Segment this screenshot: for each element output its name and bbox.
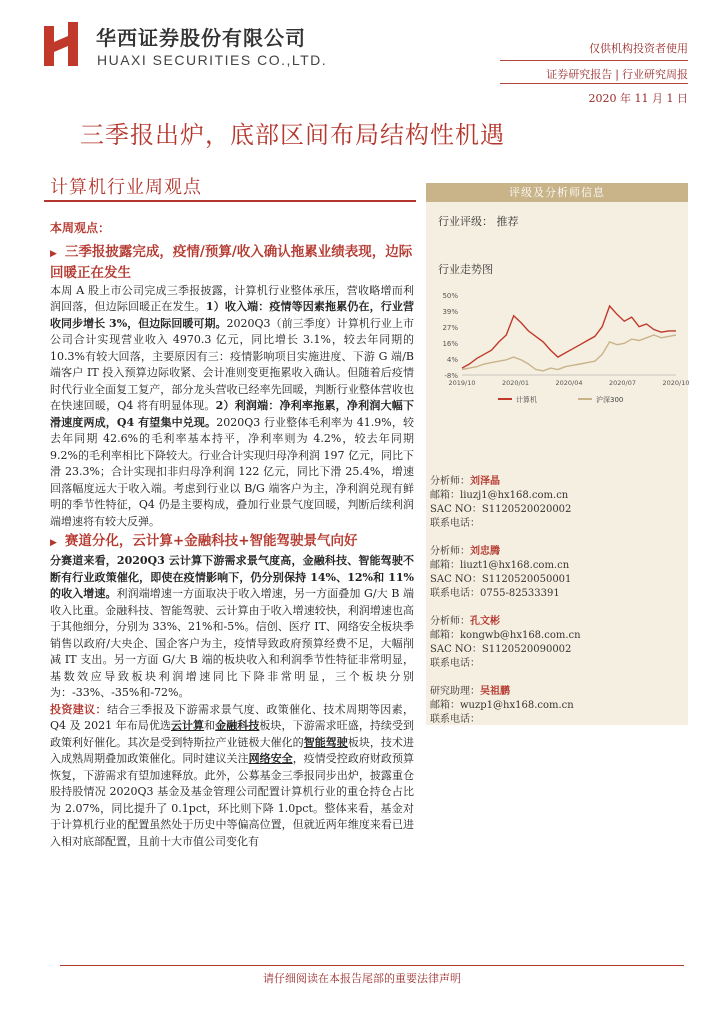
analyst-email[interactable]: 邮箱：liuzj1@hx168.com.cn	[430, 490, 569, 501]
analyst-card: 研究助理：吴祖鹏 邮箱：wuzp1@hx168.com.cn 联系电话：	[430, 685, 680, 727]
paragraph-1: 本周 A 股上市公司完成三季报披露，计算机行业整体承压，营收略增而利润回落，但边际回暖正在发生。1）收入端：疫情等因素拖累仍在，行业营收同步增长 3%，但边际回暖可期。2020Q3（前三季度）计算机行业上市公司合计实现营业收入 4970.3 亿元，同比增长 3.1%，较去年同期的 10.3%有较大回落，主要原因有三：疫情影响项目实施进度、下游 G 端/B 端客户 IT 投入预算边际收紧、会计准则变更拖累收入确认。但随着后疫情时代行业全面复工复产，部分龙头营收已经率先回暖，判断行业整体营收也在快速回暖，Q4 将有明显体现。2）利润端：净利率拖累，净利润大幅下滑速度两成，Q4 有望集中兑现。2020Q3 行业整体毛利率为 41.9%，较去年同期 42.6%的毛利率基本持平，净利率则为 4.2%，较去年同期 9.2%的毛利率相比下降较大。行业合计实现归母净利润 197 亿元，同比下滑 23.3%；合计实现扣非归母净利润 122 亿元，同比下滑 25.4%，增速回落幅度远大于收入端。考虑到行业以 B/G 端客户为主，净利润兑现有鲜明的季节性特征，Q4 仍是主要构成，叠加行业景气度回暖，判断后续利润端增速将有较大反弹。	[50, 283, 415, 528]
bullet-heading-2: ▶ 赛道分化，云计算+金融科技+智能驾驶景气向好	[50, 533, 358, 549]
footer-divider	[60, 965, 684, 966]
analyst-email[interactable]: 邮箱：kongwb@hx168.com.cn	[430, 630, 581, 641]
x-tick-label: 2020/04	[555, 379, 583, 387]
bullet-marker-icon: ▶	[50, 538, 57, 548]
main-content	[50, 220, 414, 850]
paragraph-3: 投资建议：结合三季报及下游需求景气度、政策催化、技术周期等因素，Q4 及 2021 年布局优选云计算和金融科技板块，下游需求旺盛，持续受到政策利好催化。其次是受到特斯拉产业链极大催化的智能驾驶板块，技术进入成熟周期叠加政策催化。同时建议关注网络安全，疫情受控政府财政预算恢复，下游需求有望加速释放。此外，公募基金三季报同步出炉，披露重仓股持股情况 2020Q3 基金及基金管理公司配置计算机行业的重仓持仓占比为 2.07%，同比提升了 0.1pct，环比则下降 1.0pct。整体来看，基金对于计算机行业的配置虽然处于历史中等偏高位置，但就近两年维度来看已进入相对底部配置，且前十大市值公司变化有	[50, 702, 415, 848]
series-line-1	[462, 335, 676, 371]
y-tick-label: 39%	[442, 308, 458, 316]
y-tick-label: 4%	[446, 356, 458, 364]
trend-chart-label: 行业走势图	[438, 263, 493, 276]
sub-title: 计算机行业周观点	[50, 177, 202, 198]
analyst-phone: 联系电话：	[430, 518, 480, 529]
x-tick-label: 2020/10	[662, 379, 690, 387]
legend-label: 沪深300	[596, 396, 624, 404]
analyst-card: 分析师：刘忠腾 邮箱：liuzt1@hx168.com.cn SAC NO：S1120520050001 联系电话：0755-82533391	[430, 545, 680, 601]
report-date: 2020 年 11 月 1 日	[588, 92, 688, 105]
analyst-email[interactable]: 邮箱：wuzp1@hx168.com.cn	[430, 700, 574, 711]
analyst-phone: 联系电话：	[430, 714, 480, 725]
analyst-name: 吴祖鹏	[480, 686, 510, 697]
title-divider	[44, 200, 416, 202]
header-divider	[500, 60, 688, 61]
legend-label: 计算机	[516, 396, 537, 404]
analyst-name: 孔文彬	[470, 616, 500, 627]
analyst-sac: SAC NO：S1120520020002	[430, 504, 572, 515]
report-subcategory: 行业研究周报	[622, 68, 688, 81]
analyst-card: 分析师：刘泽晶 邮箱：liuzj1@hx168.com.cn SAC NO：S1120520020002 联系电话：	[430, 475, 680, 531]
sidebar-header: 评级及分析师信息	[426, 183, 688, 202]
bullet-marker-icon: ▶	[50, 248, 57, 259]
industry-rating: 行业评级： 推荐	[438, 215, 519, 228]
analyst-phone: 联系电话：	[430, 658, 480, 669]
report-type: 证券研究报告 | 行业研究周报	[546, 68, 688, 81]
company-name-cn: 华西证券股份有限公司	[96, 26, 306, 50]
sidebar-panel	[426, 183, 688, 725]
analyst-sac: SAC NO：S1120520050001	[430, 574, 572, 585]
paragraph-2: 分赛道来看，2020Q3 云计算下游需求景气度高，金融科技、智能驾驶不断有行业政策催化，即使在疫情影响下，仍分别保持 14%、12%和 11%的收入增速。利润端增速一方面取决于收入增速，另一方面叠加 G/大 B 端收入比重。金融科技、智能驾驶、云计算由于收入增速较快，利润增速也高于其他细分，分别为 33%、21%和-5%。信创、医疗 IT、网络安全板块季销售以政府/大央企、国企客户为主，疫情导致政府预算经费不足，大幅削减 IT 支出。另一方面 G/大 B 端的板块收入和利润季节性特征非常明显，基数效应导致板块利润增速同比下降非常明显，三个板块分别为：-33%、-35%和-72%。	[50, 554, 414, 699]
y-tick-label: -8%	[444, 372, 458, 380]
x-tick-label: 2019/10	[448, 379, 476, 387]
x-tick-label: 2020/07	[608, 379, 637, 387]
y-tick-label: 27%	[442, 324, 458, 332]
company-name-en: HUAXI SECURITIES CO.,LTD.	[97, 52, 328, 68]
analyst-phone: 联系电话：0755-82533391	[430, 588, 560, 599]
y-tick-label: 50%	[442, 292, 458, 300]
analyst-name: 刘忠腾	[470, 546, 500, 557]
analyst-sac: SAC NO：S1120520090002	[430, 644, 572, 655]
analyst-card: 分析师：孔文彬 邮箱：kongwb@hx168.com.cn SAC NO：S1120520090002 联系电话：	[430, 615, 680, 671]
header-divider-2	[500, 83, 688, 84]
footer-disclaimer: 请仔细阅读在本报告尾部的重要法律声明	[263, 972, 461, 985]
analyst-email[interactable]: 邮箱：liuzt1@hx168.com.cn	[430, 560, 570, 571]
section-heading: 本周观点：	[50, 221, 111, 235]
main-title: 三季报出炉，底部区间布局结构性机遇	[80, 121, 505, 149]
analyst-name: 刘泽晶	[470, 476, 500, 487]
huaxi-logo	[44, 22, 80, 68]
investor-notice: 仅供机构投资者使用	[589, 42, 688, 55]
report-category: 证券研究报告	[546, 68, 613, 81]
y-tick-label: 16%	[442, 340, 458, 348]
x-tick-label: 2020/01	[501, 379, 530, 387]
series-line-0	[462, 306, 676, 368]
trend-chart	[428, 287, 690, 477]
bullet-heading-1: ▶ 三季报披露完成，疫情/预算/收入确认拖累业绩表现，边际回暖正在发生	[50, 243, 413, 281]
